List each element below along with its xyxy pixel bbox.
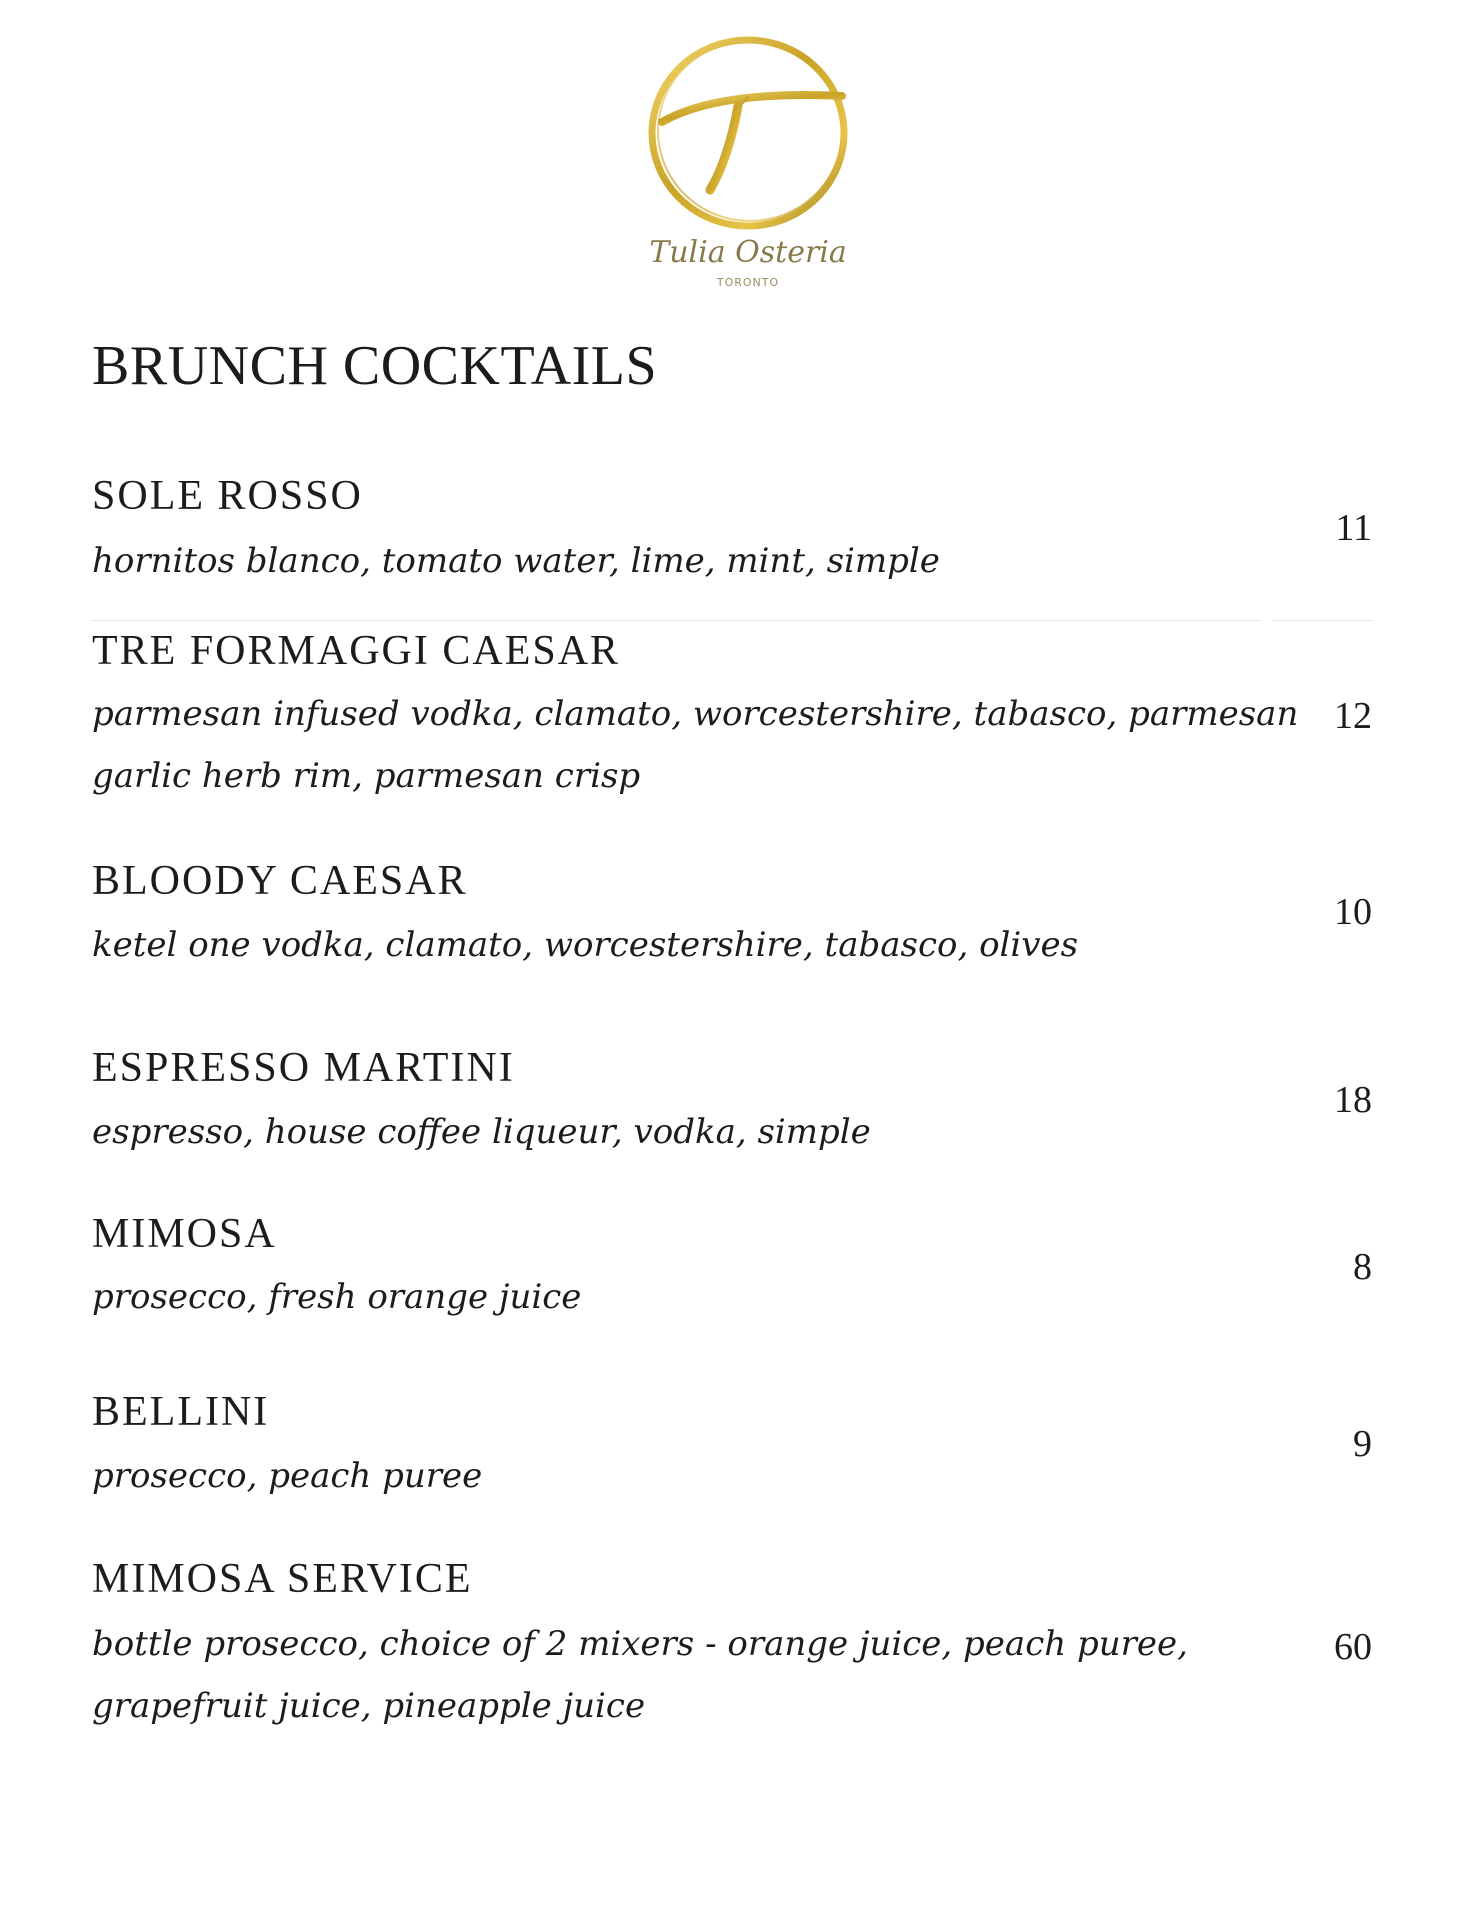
menu-item-description: prosecco, fresh orange juice xyxy=(92,1277,582,1317)
divider xyxy=(1272,620,1372,621)
logo-city: TORONTO xyxy=(716,276,780,289)
menu-item-description: prosecco, peach puree xyxy=(92,1456,483,1496)
menu-item-description: bottle prosecco, choice of 2 mixers - orange juice, peach puree, xyxy=(92,1624,1188,1664)
menu-item-name: MIMOSA xyxy=(92,1211,277,1257)
section-title: BRUNCH COCKTAILS xyxy=(92,335,658,397)
menu-item-price: 8 xyxy=(1353,1246,1372,1288)
menu-item-price: 12 xyxy=(1334,695,1372,737)
menu-item-name: ESPRESSO MARTINI xyxy=(92,1045,515,1091)
menu-item-name: SOLE ROSSO xyxy=(92,473,363,519)
menu-item-name: BLOODY CAESAR xyxy=(92,858,468,904)
logo-t-bar xyxy=(662,95,842,122)
menu-item-price: 18 xyxy=(1334,1079,1372,1121)
logo-t-stem xyxy=(710,106,738,190)
menu-item-description: garlic herb rim, parmesan crisp xyxy=(92,756,641,796)
menu-item-name: TRE FORMAGGI CAESAR xyxy=(92,628,621,674)
menu-item-price: 9 xyxy=(1353,1423,1372,1465)
menu-item-description: espresso, house coffee liqueur, vodka, simple xyxy=(92,1112,871,1152)
menu-item-description: parmesan infused vodka, clamato, worcestershire, tabasco, parmesan xyxy=(92,694,1299,734)
restaurant-logo xyxy=(640,30,856,292)
menu-item-description: hornitos blanco, tomato water, lime, mint, simple xyxy=(92,541,940,581)
divider xyxy=(92,620,1260,621)
menu-item-name: MIMOSA SERVICE xyxy=(92,1556,473,1602)
menu-item-description: grapefruit juice, pineapple juice xyxy=(92,1686,646,1726)
menu-item-price: 11 xyxy=(1335,507,1372,549)
menu-item-price: 60 xyxy=(1334,1626,1372,1668)
logo-name: Tulia Osteria xyxy=(649,235,847,270)
menu-item-description: ketel one vodka, clamato, worcestershire, tabasco, olives xyxy=(92,925,1079,965)
menu-item-name: BELLINI xyxy=(92,1389,270,1435)
menu-item-price: 10 xyxy=(1334,891,1372,933)
